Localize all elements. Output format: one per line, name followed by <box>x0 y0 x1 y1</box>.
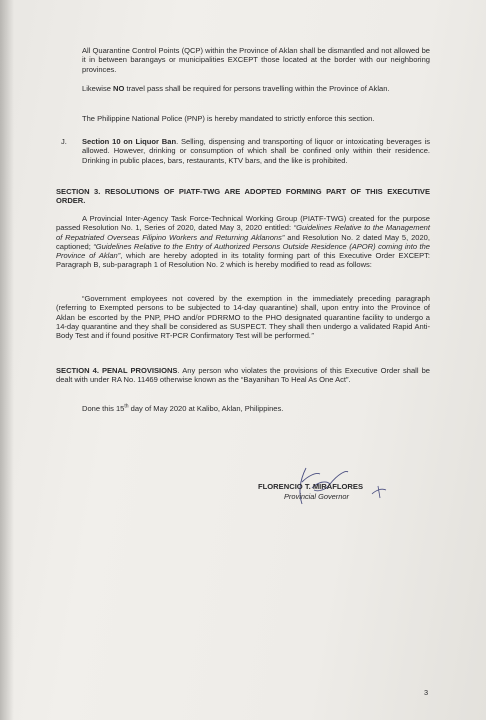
section4-heading: SECTION 4. PENAL PROVISIONS <box>56 366 178 375</box>
s3-title-2: “Guidelines Relative to the Entry of Authorized Persons Outside Residence (APOR) coming into the Province of Aklan” <box>56 241 430 261</box>
signatory-name: FLORENCIO T. MIRAFLORES <box>258 482 364 491</box>
signature-block <box>258 482 408 502</box>
done-paragraph <box>56 404 430 413</box>
s3-quote-text: “Government employees not covered by the exemption in the immediately preceding paragraph (referring to Exempted persons to be subjected to 14-day quarantine) shall, upon entry into the Province of Aklan be escorted by the PNP, PHO and/or PDRRMO to the PHO designated quarantine facility to undergo a 14-day quarantine and they shall be considered as SUSPECT. They shall then undergo a validated Rapid Anti-Body Test and if found positive RT-PCR Confirmatory Test will be performed <box>56 294 430 341</box>
section4-paragraph <box>56 366 430 385</box>
s3-title-1: “Guidelines Relative to the Management of Repatriated Overseas Filipino Workers and Returning Aklanons” <box>56 223 430 242</box>
s3-text-b: and Resolution No. 2 dated May 5, 2020, captioned; <box>56 232 430 251</box>
item-j-heading: Section 10 on Liquor Ban <box>82 137 177 146</box>
page-number: 3 <box>424 688 429 697</box>
travel-pass-paragraph <box>82 84 430 93</box>
done-text-pre: Done this 15 <box>82 404 125 413</box>
section4-text: . Any person who violates the provisions of this Executive Order shall be dealt with under RA No. 11469 otherwise known as the “Bayanihan To Heal As One Act”. <box>56 366 430 385</box>
pnp-text: The Philippine National Police (PNP) is hereby mandated to strictly enforce this section. <box>82 114 375 123</box>
travel-pass-pre: Likewise <box>82 84 114 93</box>
item-j-text: . Selling, dispensing and transporting of liquor or intoxicating beverages is allowed. However, drinking or consumption of which shall be confined only within their residence. Drinking in public places, bars, restaurants, KTV bars, and the like is prohibited. <box>82 137 430 165</box>
s3-text-c: , which are hereby adopted in its totality forming part of this Executive Order EXCEPT: Paragraph B, sub-paragraph 1 of Resolution No. 2 which is hereby modified to read as follows: <box>56 251 430 270</box>
s3-text-a: A Provincial Inter-Agency Task Force-Technical Working Group (PIATF-TWG) created for the purpose passed Resolution No. 1, Series of 2020, dated May 3, 2020 entitled: <box>56 214 430 233</box>
page-edge-shadow <box>0 0 14 720</box>
pnp-paragraph <box>82 114 430 123</box>
travel-pass-post: travel pass shall be required for persons travelling within the Province of Aklan. <box>124 84 390 93</box>
signatory-title: Provincial Governor <box>284 492 349 502</box>
qcp-text: All Quarantine Control Points (QCP) within the Province of Aklan shall be dismantled and not allowed be it in between barangays or municipalities EXCEPT those located at the border with our neighboring provinces. <box>82 46 430 74</box>
item-j-letter: J. <box>61 137 67 146</box>
item-j-paragraph <box>82 137 430 165</box>
travel-pass-bold: NO <box>113 84 125 93</box>
done-text-post: day of May 2020 at Kalibo, Aklan, Philippines. <box>128 404 284 413</box>
s3-quote-end: .” <box>308 331 314 341</box>
section3-heading: SECTION 3. RESOLUTIONS OF PIATF-TWG ARE ADOPTED FORMING PART OF THIS EXECUTIVE ORDER. <box>56 187 430 206</box>
section3-paragraph <box>56 214 430 270</box>
qcp-paragraph <box>82 46 430 74</box>
section3-quote <box>56 294 430 340</box>
done-sup: th <box>124 403 129 410</box>
